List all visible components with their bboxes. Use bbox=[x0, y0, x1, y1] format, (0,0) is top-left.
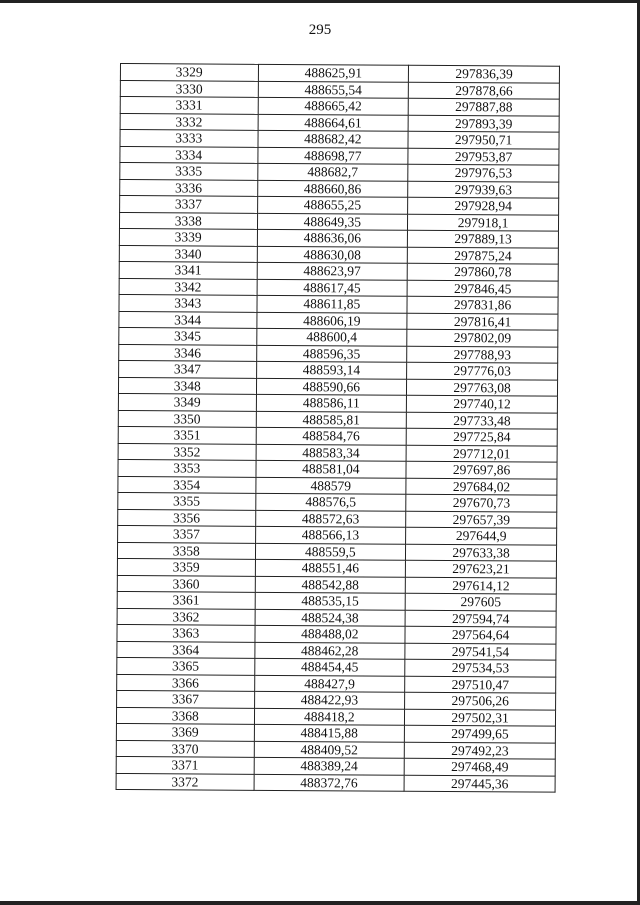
table-row bbox=[120, 179, 559, 198]
y-coordinate-cell: 297670,73 bbox=[406, 494, 557, 511]
y-coordinate-cell: 297788,93 bbox=[407, 346, 558, 363]
table-row bbox=[117, 641, 556, 660]
y-coordinate-cell: 297623,21 bbox=[406, 560, 557, 577]
y-coordinate-cell: 297860,78 bbox=[407, 263, 558, 280]
table-row bbox=[117, 591, 556, 610]
y-coordinate-cell: 297950,71 bbox=[408, 131, 559, 148]
x-coordinate-cell: 488581,04 bbox=[255, 460, 406, 477]
y-coordinate-cell: 297893,39 bbox=[408, 115, 559, 132]
table-row bbox=[120, 97, 559, 116]
y-coordinate-cell: 297492,23 bbox=[404, 742, 555, 759]
point-number-cell: 3371 bbox=[116, 756, 254, 773]
x-coordinate-cell: 488524,38 bbox=[255, 609, 406, 626]
point-number-cell: 3350 bbox=[118, 410, 256, 427]
page-top-border bbox=[0, 0, 640, 3]
table-row bbox=[117, 624, 556, 643]
y-coordinate-cell: 297499,65 bbox=[405, 725, 556, 742]
x-coordinate-cell: 488372,76 bbox=[254, 774, 405, 791]
point-number-cell: 3368 bbox=[116, 707, 254, 724]
x-coordinate-cell: 488636,06 bbox=[257, 229, 408, 246]
point-number-cell: 3364 bbox=[117, 641, 255, 658]
point-number-cell: 3358 bbox=[117, 542, 255, 559]
y-coordinate-cell: 297445,36 bbox=[404, 775, 555, 792]
table-row bbox=[120, 64, 559, 83]
point-number-cell: 3340 bbox=[119, 245, 257, 262]
x-coordinate-cell: 488590,66 bbox=[256, 378, 407, 395]
table-row bbox=[119, 278, 558, 297]
table-row bbox=[118, 426, 557, 445]
x-coordinate-cell: 488682,42 bbox=[257, 130, 408, 147]
table-row bbox=[116, 756, 555, 775]
x-coordinate-cell: 488566,13 bbox=[255, 526, 406, 543]
table-row bbox=[118, 525, 557, 544]
table-row bbox=[119, 212, 558, 231]
table-row bbox=[117, 542, 556, 561]
y-coordinate-cell: 297836,39 bbox=[409, 65, 560, 82]
point-number-cell: 3343 bbox=[119, 294, 257, 311]
x-coordinate-cell: 488488,02 bbox=[254, 625, 405, 642]
y-coordinate-cell: 297468,49 bbox=[404, 758, 555, 775]
point-number-cell: 3341 bbox=[119, 261, 257, 278]
point-number-cell: 3354 bbox=[118, 476, 256, 493]
x-coordinate-cell: 488649,35 bbox=[257, 213, 408, 230]
y-coordinate-cell: 297878,66 bbox=[409, 82, 560, 99]
point-number-cell: 3335 bbox=[120, 163, 258, 180]
point-number-cell: 3361 bbox=[117, 591, 255, 608]
point-number-cell: 3338 bbox=[119, 212, 257, 229]
y-coordinate-cell: 297802,09 bbox=[407, 329, 558, 346]
x-coordinate-cell: 488664,61 bbox=[258, 114, 409, 131]
table-row bbox=[119, 311, 558, 330]
table-row bbox=[118, 410, 557, 429]
point-number-cell: 3372 bbox=[116, 773, 254, 790]
y-coordinate-cell: 297740,12 bbox=[407, 395, 558, 412]
y-coordinate-cell: 297712,01 bbox=[406, 445, 557, 462]
x-coordinate-cell: 488593,14 bbox=[256, 361, 407, 378]
point-number-cell: 3334 bbox=[120, 146, 258, 163]
y-coordinate-cell: 297733,48 bbox=[407, 412, 558, 429]
point-number-cell: 3363 bbox=[117, 624, 255, 641]
point-number-cell: 3357 bbox=[118, 525, 256, 542]
y-coordinate-cell: 297633,38 bbox=[406, 544, 557, 561]
x-coordinate-cell: 488660,86 bbox=[257, 180, 408, 197]
x-coordinate-cell: 488579 bbox=[255, 477, 406, 494]
point-number-cell: 3362 bbox=[117, 608, 255, 625]
y-coordinate-cell: 297697,86 bbox=[406, 461, 557, 478]
table-row bbox=[119, 245, 558, 264]
x-coordinate-cell: 488630,08 bbox=[257, 246, 408, 263]
y-coordinate-cell: 297831,86 bbox=[407, 296, 558, 313]
x-coordinate-cell: 488409,52 bbox=[254, 741, 405, 758]
x-coordinate-cell: 488596,35 bbox=[256, 345, 407, 362]
point-number-cell: 3353 bbox=[118, 459, 256, 476]
x-coordinate-cell: 488415,88 bbox=[254, 724, 405, 741]
table-row bbox=[119, 360, 558, 379]
table-row bbox=[116, 773, 555, 792]
point-number-cell: 3367 bbox=[117, 690, 255, 707]
point-number-cell: 3369 bbox=[116, 723, 254, 740]
y-coordinate-cell: 297928,94 bbox=[408, 197, 559, 214]
y-coordinate-cell: 297725,84 bbox=[406, 428, 557, 445]
point-number-cell: 3339 bbox=[119, 228, 257, 245]
x-coordinate-cell: 488542,88 bbox=[255, 576, 406, 593]
table-row bbox=[117, 558, 556, 577]
point-number-cell: 3345 bbox=[119, 327, 257, 344]
y-coordinate-cell: 297684,02 bbox=[406, 478, 557, 495]
x-coordinate-cell: 488572,63 bbox=[255, 510, 406, 527]
point-number-cell: 3352 bbox=[118, 443, 256, 460]
y-coordinate-cell: 297918,1 bbox=[408, 214, 559, 231]
page-bottom-border bbox=[0, 901, 640, 905]
x-coordinate-cell: 488682,7 bbox=[257, 163, 408, 180]
x-coordinate-cell: 488559,5 bbox=[255, 543, 406, 560]
x-coordinate-cell: 488551,46 bbox=[255, 559, 406, 576]
y-coordinate-cell: 297953,87 bbox=[408, 148, 559, 165]
coordinates-table-body bbox=[116, 64, 559, 793]
table-row bbox=[116, 740, 555, 759]
y-coordinate-cell: 297889,13 bbox=[408, 230, 559, 247]
x-coordinate-cell: 488665,42 bbox=[258, 97, 409, 114]
point-number-cell: 3370 bbox=[116, 740, 254, 757]
point-number-cell: 3329 bbox=[120, 64, 258, 81]
table-row bbox=[118, 443, 557, 462]
y-coordinate-cell: 297657,39 bbox=[406, 511, 557, 528]
x-coordinate-cell: 488586,11 bbox=[256, 394, 407, 411]
y-coordinate-cell: 297594,74 bbox=[405, 610, 556, 627]
y-coordinate-cell: 297541,54 bbox=[405, 643, 556, 660]
table-row bbox=[120, 113, 559, 132]
y-coordinate-cell: 297506,26 bbox=[405, 692, 556, 709]
y-coordinate-cell: 297614,12 bbox=[406, 577, 557, 594]
point-number-cell: 3342 bbox=[119, 278, 257, 295]
y-coordinate-cell: 297939,63 bbox=[408, 181, 559, 198]
x-coordinate-cell: 488600,4 bbox=[256, 328, 407, 345]
point-number-cell: 3331 bbox=[120, 97, 258, 114]
table-row bbox=[118, 459, 557, 478]
y-coordinate-cell: 297776,03 bbox=[407, 362, 558, 379]
x-coordinate-cell: 488422,93 bbox=[254, 691, 405, 708]
point-number-cell: 3330 bbox=[120, 80, 258, 97]
point-number-cell: 3349 bbox=[118, 393, 256, 410]
point-number-cell: 3337 bbox=[120, 196, 258, 213]
point-number-cell: 3359 bbox=[117, 558, 255, 575]
page-number: 295 bbox=[308, 22, 332, 38]
table-row bbox=[120, 80, 559, 99]
point-number-cell: 3348 bbox=[118, 377, 256, 394]
table-row bbox=[120, 130, 559, 149]
y-coordinate-cell: 297564,64 bbox=[405, 626, 556, 643]
table-row bbox=[119, 344, 558, 363]
x-coordinate-cell: 488454,45 bbox=[254, 658, 405, 675]
x-coordinate-cell: 488655,54 bbox=[258, 81, 409, 98]
point-number-cell: 3333 bbox=[120, 130, 258, 147]
table-row bbox=[118, 377, 557, 396]
y-coordinate-cell: 297887,88 bbox=[408, 98, 559, 115]
table-row bbox=[120, 196, 559, 215]
table-row bbox=[118, 393, 557, 412]
table-row bbox=[119, 228, 558, 247]
table-row bbox=[117, 674, 556, 693]
table-row bbox=[118, 476, 557, 495]
point-number-cell: 3355 bbox=[118, 492, 256, 509]
table-row bbox=[119, 261, 558, 280]
y-coordinate-cell: 297976,53 bbox=[408, 164, 559, 181]
point-number-cell: 3351 bbox=[118, 426, 256, 443]
x-coordinate-cell: 488462,28 bbox=[254, 642, 405, 659]
point-number-cell: 3336 bbox=[120, 179, 258, 196]
x-coordinate-cell: 488389,24 bbox=[254, 757, 405, 774]
y-coordinate-cell: 297644,9 bbox=[406, 527, 557, 544]
x-coordinate-cell: 488655,25 bbox=[257, 196, 408, 213]
table-row bbox=[117, 657, 556, 676]
point-number-cell: 3360 bbox=[117, 575, 255, 592]
x-coordinate-cell: 488418,2 bbox=[254, 708, 405, 725]
point-number-cell: 3366 bbox=[117, 674, 255, 691]
y-coordinate-cell: 297846,45 bbox=[407, 280, 558, 297]
table-row bbox=[116, 723, 555, 742]
y-coordinate-cell: 297875,24 bbox=[408, 247, 559, 264]
table-row bbox=[116, 707, 555, 726]
table-row bbox=[117, 575, 556, 594]
x-coordinate-cell: 488427,9 bbox=[254, 675, 405, 692]
x-coordinate-cell: 488617,45 bbox=[257, 279, 408, 296]
table-row bbox=[120, 163, 559, 182]
point-number-cell: 3344 bbox=[119, 311, 257, 328]
table-row bbox=[117, 690, 556, 709]
y-coordinate-cell: 297763,08 bbox=[407, 379, 558, 396]
coordinates-table bbox=[116, 63, 560, 793]
point-number-cell: 3347 bbox=[119, 360, 257, 377]
y-coordinate-cell: 297816,41 bbox=[407, 313, 558, 330]
table-row bbox=[119, 327, 558, 346]
y-coordinate-cell: 297510,47 bbox=[405, 676, 556, 693]
x-coordinate-cell: 488584,76 bbox=[256, 427, 407, 444]
y-coordinate-cell: 297605 bbox=[405, 593, 556, 610]
y-coordinate-cell: 297502,31 bbox=[405, 709, 556, 726]
table-row bbox=[118, 492, 557, 511]
x-coordinate-cell: 488625,91 bbox=[258, 64, 409, 81]
x-coordinate-cell: 488698,77 bbox=[257, 147, 408, 164]
point-number-cell: 3346 bbox=[119, 344, 257, 361]
x-coordinate-cell: 488535,15 bbox=[255, 592, 406, 609]
x-coordinate-cell: 488611,85 bbox=[256, 295, 407, 312]
x-coordinate-cell: 488583,34 bbox=[256, 444, 407, 461]
point-number-cell: 3356 bbox=[118, 509, 256, 526]
x-coordinate-cell: 488585,81 bbox=[256, 411, 407, 428]
y-coordinate-cell: 297534,53 bbox=[405, 659, 556, 676]
x-coordinate-cell: 488576,5 bbox=[255, 493, 406, 510]
table-row bbox=[117, 608, 556, 627]
x-coordinate-cell: 488623,97 bbox=[257, 262, 408, 279]
x-coordinate-cell: 488606,19 bbox=[256, 312, 407, 329]
table-row bbox=[120, 146, 559, 165]
point-number-cell: 3332 bbox=[120, 113, 258, 130]
table-row bbox=[119, 294, 558, 313]
table-row bbox=[118, 509, 557, 528]
point-number-cell: 3365 bbox=[117, 657, 255, 674]
